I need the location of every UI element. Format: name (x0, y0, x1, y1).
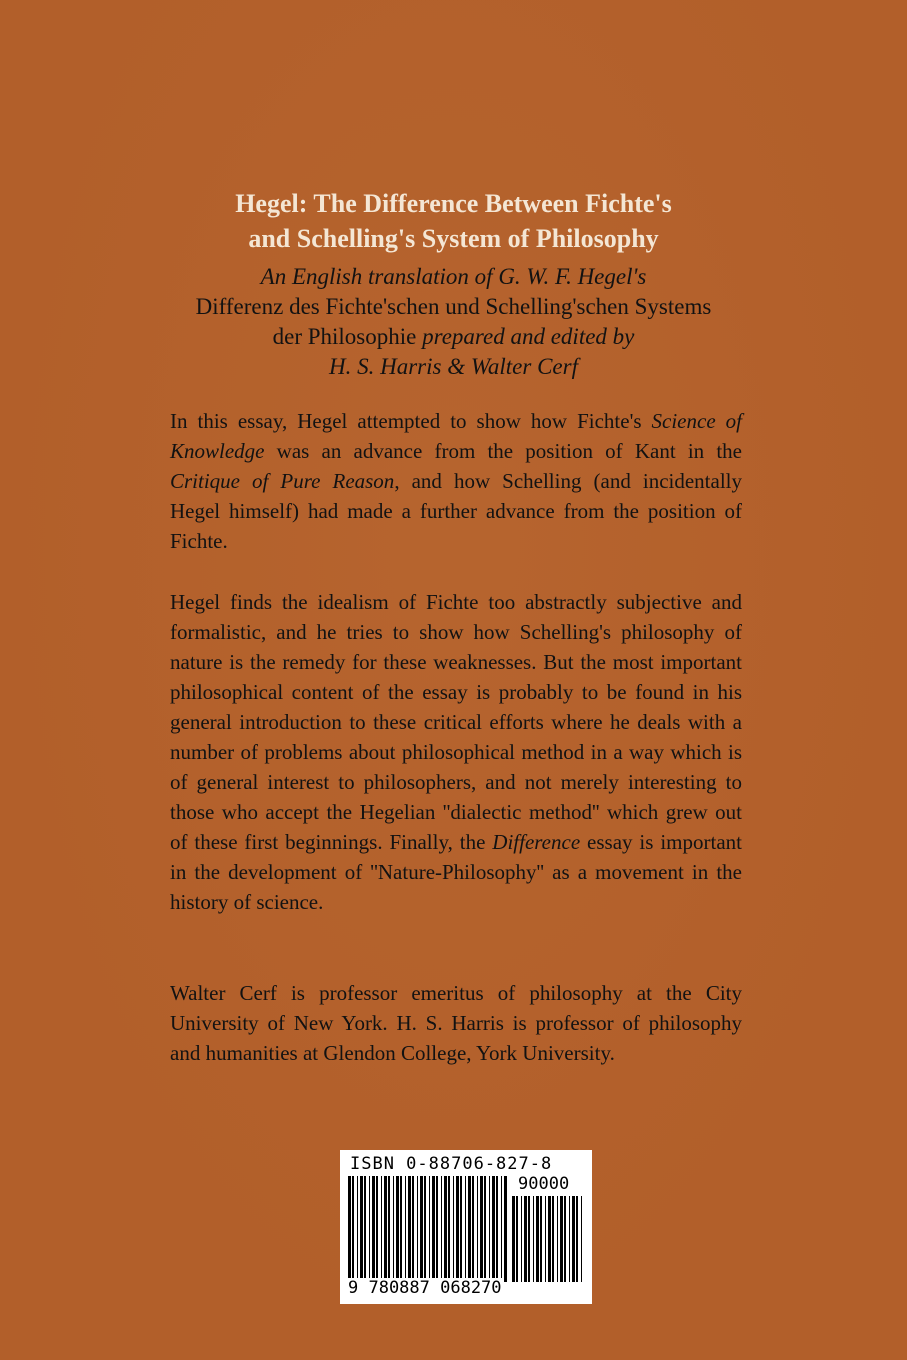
barcode-bar (372, 1176, 375, 1282)
isbn-barcode (340, 1150, 592, 1304)
barcode-bar (441, 1176, 442, 1282)
barcode-bar (552, 1196, 554, 1282)
original-title-line: Differenz des Fichte'schen und Schelling'schen Systems (195, 294, 712, 319)
barcode-bar (453, 1176, 454, 1282)
barcode-bar (472, 1176, 474, 1282)
barcode-bar (576, 1196, 578, 1282)
para1-text-2: was an advance from the position of Kant in the (264, 439, 742, 463)
barcode-bar (524, 1196, 527, 1282)
ean-barcode-bars (348, 1176, 510, 1282)
barcode-bar (572, 1196, 575, 1282)
para1-italic-science-of-knowledge: Science of Knowledge (170, 409, 742, 463)
barcode-bar (460, 1176, 462, 1282)
para2-text-1: Hegel finds the idealism of Fichte too abstractly subjective and formalistic, and he tries to show how Schelling's philosophy of nature is the remedy for these weaknesses. But the most important philosophical content of the essay is probably to be found in his general introduction to these critical efforts where he deals with a number of problems about philosophical method in a way which is of general interest to philosophers, and not merely interesting to those who accept the Hegelian ''dialectic method'' which grew out of these first beginnings. Finally, the (170, 590, 742, 854)
barcode-bar (429, 1176, 430, 1282)
barcode-bar (396, 1176, 399, 1282)
para1-italic-critique-of-pure-reason: Critique of Pure Reason (170, 469, 395, 493)
barcode-bar (489, 1176, 490, 1282)
barcode-bar (417, 1176, 418, 1282)
barcode-bar (560, 1196, 563, 1282)
barcode-bar (564, 1196, 566, 1282)
barcode-bar (521, 1196, 522, 1282)
barcode-bar (484, 1176, 486, 1282)
book-title-line-2: and Schelling's System of Philosophy (248, 224, 659, 253)
barcode-bar (501, 1176, 502, 1282)
barcode-bar (444, 1176, 447, 1282)
barcode-bar (557, 1196, 558, 1282)
translation-credit-line-3 (150, 322, 757, 352)
barcode-bar (545, 1196, 546, 1282)
description-paragraph-1 (170, 406, 742, 556)
para2-italic-difference: Difference (492, 830, 581, 854)
barcode-bar (348, 1176, 351, 1282)
barcode-bar (364, 1176, 366, 1282)
barcode-bar (480, 1176, 483, 1282)
barcode-bar (465, 1176, 466, 1282)
barcode-bar (381, 1176, 382, 1282)
translation-credit (150, 262, 757, 382)
barcode-bar (468, 1176, 471, 1282)
translation-credit-line-1: An English translation of G. W. F. Hegel's (260, 264, 647, 289)
barcode-bar (504, 1176, 507, 1282)
barcode-bar (384, 1176, 387, 1282)
barcode-bar (448, 1176, 450, 1282)
barcode-bar (400, 1176, 402, 1282)
para2-text-2: essay is important in the development of ''Nature-Philosophy'' as a movement in the history of science. (170, 830, 742, 914)
barcode-bar (393, 1176, 394, 1282)
para1-text-3: , and how Schelling (and incidentally Hegel himself) had made a further advance from the position of Fichte. (170, 469, 742, 553)
barcode-bar (352, 1176, 354, 1282)
author-bio-paragraph: Walter Cerf is professor emeritus of philosophy at the City University of New York. H. S. Harris is professor of philosophy and humanities at Glendon College, York University. (170, 981, 742, 1065)
barcode-bar (569, 1196, 570, 1282)
barcode-bar (536, 1196, 539, 1282)
barcode-bar (512, 1196, 515, 1282)
book-title (150, 186, 757, 256)
barcode-bar (477, 1176, 478, 1282)
barcode-bar (420, 1176, 423, 1282)
barcode-bar (408, 1176, 411, 1282)
addon-barcode-bars (512, 1196, 586, 1282)
barcode-bar (388, 1176, 390, 1282)
ean-number: 9 780887 068270 (348, 1278, 502, 1298)
editors-names: H. S. Harris & Walter Cerf (329, 354, 578, 379)
original-title-end: der Philosophie (272, 324, 417, 349)
barcode-bar (492, 1176, 495, 1282)
barcode-bar (424, 1176, 426, 1282)
barcode-bar (581, 1196, 582, 1282)
barcode-bar (516, 1196, 518, 1282)
barcode-bar (376, 1176, 378, 1282)
para1-text-1: In this essay, Hegel attempted to show how Fichte's (170, 409, 652, 433)
barcode-bar (360, 1176, 363, 1282)
barcode-bar (528, 1196, 530, 1282)
editors-intro: prepared and edited by (422, 324, 635, 349)
barcode-bar (548, 1196, 551, 1282)
barcode-bar (412, 1176, 414, 1282)
price-code: 90000 (518, 1174, 570, 1194)
barcode-bar (405, 1176, 406, 1282)
isbn-number: ISBN 0-88706-827-8 (350, 1154, 553, 1174)
barcode-bar (432, 1176, 435, 1282)
barcode-bar (369, 1176, 370, 1282)
barcode-bar (540, 1196, 542, 1282)
barcode-bar (436, 1176, 438, 1282)
barcode-bar (533, 1196, 534, 1282)
barcode-bar (357, 1176, 358, 1282)
book-title-line-1: Hegel: The Difference Between Fichte's (235, 189, 672, 218)
barcode-bar (456, 1176, 459, 1282)
barcode-bar (496, 1176, 498, 1282)
description-paragraph-2 (170, 587, 742, 917)
